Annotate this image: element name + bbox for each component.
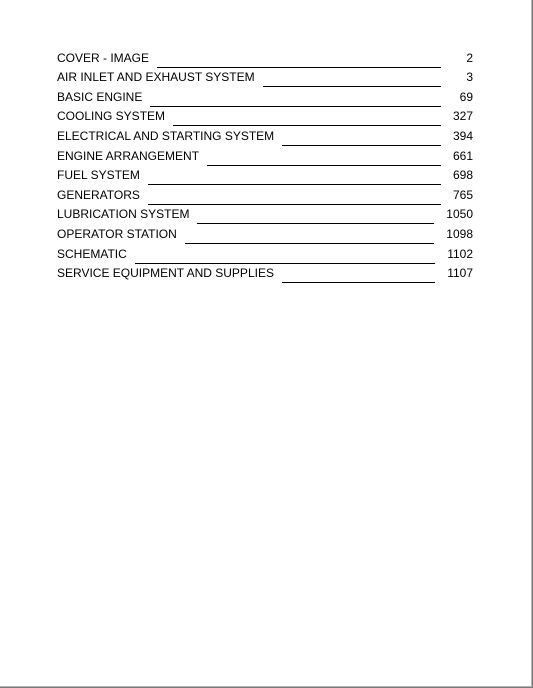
toc-leader-line <box>135 263 435 264</box>
toc-entry-title: ENGINE ARRANGEMENT <box>57 148 200 163</box>
toc-entry-title: SERVICE EQUIPMENT AND SUPPLIES <box>57 266 274 281</box>
toc-entry-page-number: 1098 <box>446 226 473 241</box>
toc-entry-title: LUBRICATION SYSTEM <box>57 207 190 222</box>
toc-entry-title: SCHEMATIC <box>57 246 127 261</box>
table-of-contents <box>57 45 473 280</box>
toc-entry-page-number: 69 <box>459 89 473 104</box>
toc-leader-line <box>263 86 441 87</box>
toc-entry-title: COOLING SYSTEM <box>57 109 166 124</box>
toc-entry-page-number: 1102 <box>447 246 473 261</box>
toc-entry-title: AIR INLET AND EXHAUST SYSTEM <box>57 70 255 85</box>
toc-entry-page-number: 327 <box>452 109 473 124</box>
toc-leader-line <box>173 125 441 126</box>
toc-entry-title: FUEL SYSTEM <box>57 168 140 183</box>
toc-entry-page-number: 1050 <box>446 207 473 222</box>
toc-entry-title: OPERATOR STATION <box>57 226 177 241</box>
toc-entry-title: GENERATORS <box>57 187 140 202</box>
toc-leader-line <box>148 204 441 205</box>
toc-leader-line <box>197 223 434 224</box>
toc-entry-page-number: 3 <box>466 70 473 85</box>
toc-entry-title: ELECTRICAL AND STARTING SYSTEM <box>57 128 275 143</box>
toc-leader-line <box>207 165 441 166</box>
toc-entry-page-number: 394 <box>452 128 473 143</box>
toc-leader-line <box>148 184 441 185</box>
toc-entry-title: BASIC ENGINE <box>57 89 143 104</box>
toc-leader-line <box>282 145 441 146</box>
toc-entry-cover-image[interactable] <box>57 45 473 65</box>
toc-entry-page-number: 2 <box>466 50 473 65</box>
toc-entry-title: COVER - IMAGE <box>57 50 150 65</box>
toc-entry-page-number: 698 <box>452 168 473 183</box>
toc-leader-line <box>150 106 441 107</box>
toc-entry-page-number: 661 <box>452 148 473 163</box>
toc-leader-line <box>157 67 441 68</box>
toc-leader-line <box>282 282 435 283</box>
toc-entry-page-number: 765 <box>452 187 473 202</box>
toc-leader-line <box>185 243 435 244</box>
toc-entry-page-number: 1107 <box>447 266 473 281</box>
